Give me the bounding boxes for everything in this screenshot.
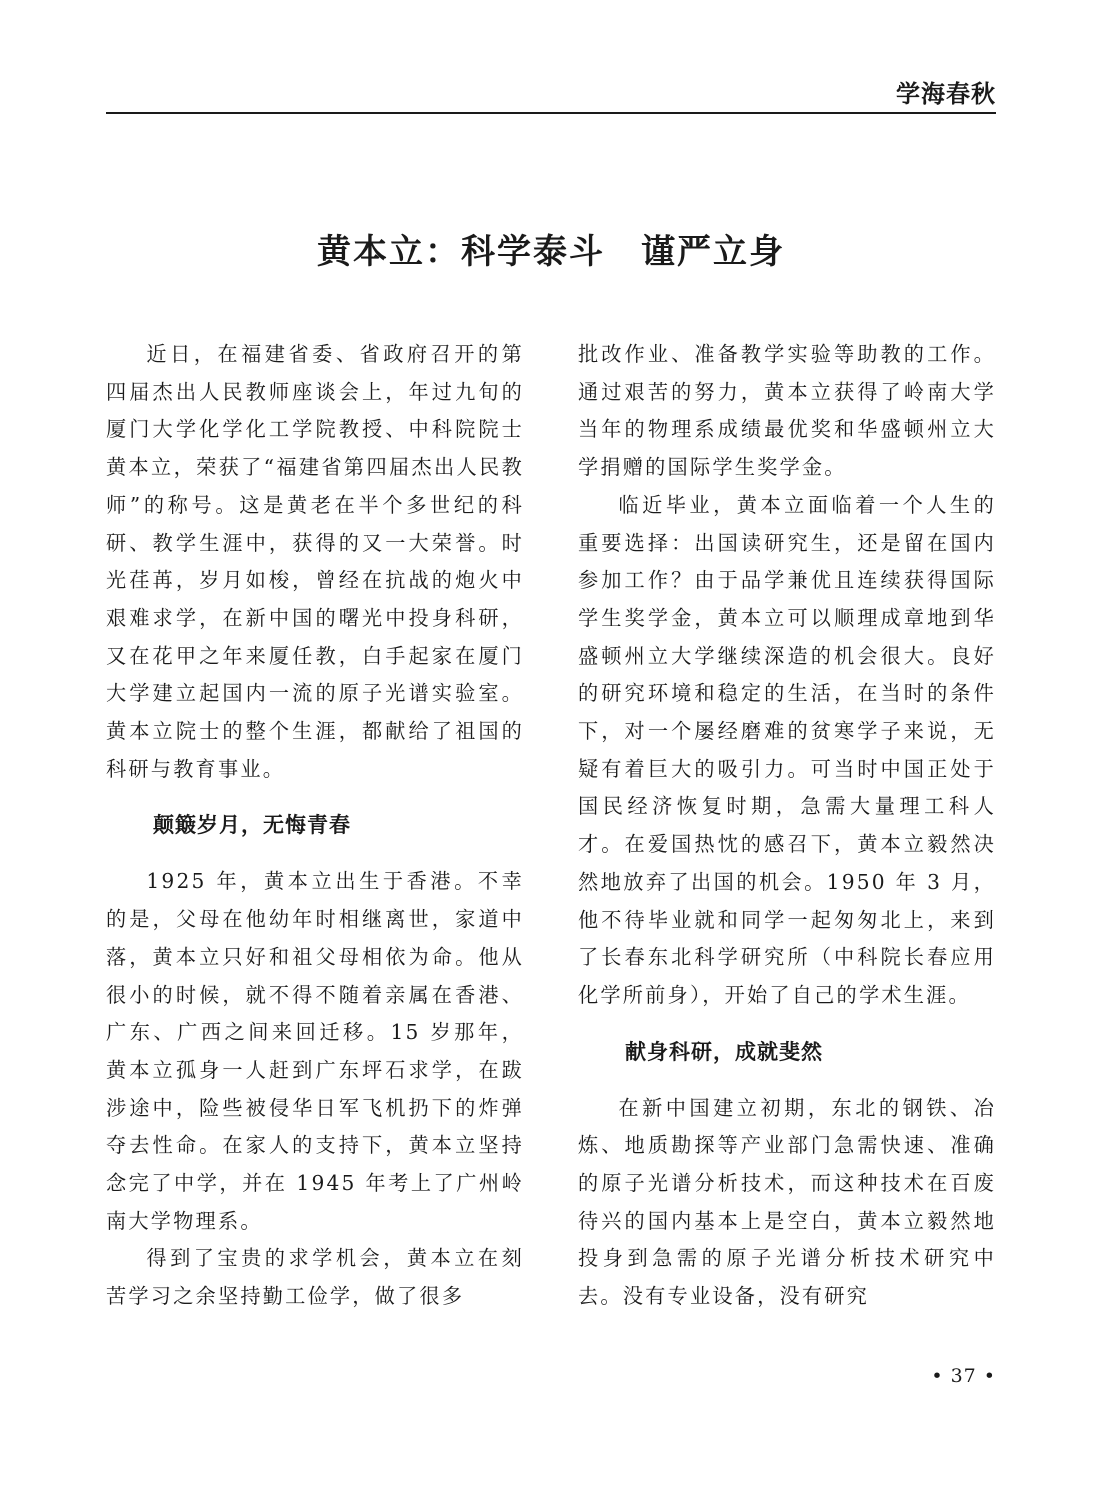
subhead-turbulent-years: 颠簸岁月，无悔青春 bbox=[153, 813, 351, 838]
body-paragraph-continued: 批改作业、准备教学实验等助教的工作。通过艰苦的努力，黄本立获得了岭南大学当年的物理系成绩最优奖和华盛顿州立大学捐赠的国际学生奖学金。 bbox=[578, 342, 996, 480]
header-rule bbox=[106, 112, 996, 114]
left-column bbox=[106, 336, 524, 1316]
body-paragraph-research: 在新中国建立初期，东北的钢铁、冶炼、地质勘探等产业部门急需快速、准确的原子光谱分析技术，而这种技术在百废待兴的国内基本上是空白，黄本立毅然地投身到急需的原子光谱分析技术研究中去。没有专业设备，没有研究 bbox=[578, 1095, 996, 1309]
subhead-research: 献身科研，成就斐然 bbox=[625, 1039, 823, 1064]
article-title: 黄本立：科学泰斗 谨严立身 bbox=[317, 232, 785, 272]
body-paragraph-birth: 1925 年，黄本立出生于香港。不幸的是，父母在他幼年时相继离世，家道中落，黄本立只好和祖父母相依为命。他从很小的时候，就不得不随着亲属在香港、广东、广西之间来回迁移。15 岁那年，黄本立孤身一人赶到广东坪石求学，在跋涉途中，险些被侵华日军飞机扔下的炸弹夺去性命。在家人的支持下，黄本立坚持念完了中学，并在 1945 年考上了广州岭南大学物理系。 bbox=[106, 869, 524, 1233]
body-paragraph-study: 得到了宝贵的求学机会，黄本立在刻苦学习之余坚持勤工俭学，做了很多 bbox=[106, 1246, 524, 1309]
page-number: • 37 • bbox=[931, 1365, 996, 1387]
section-tag: 学海春秋 bbox=[896, 80, 996, 108]
body-paragraph-graduation: 临近毕业，黄本立面临着一个人生的重要选择：出国读研究生，还是留在国内参加工作？由于品学兼优且连续获得国际学生奖学金，黄本立可以顺理成章地到华盛顿州立大学继续深造的机会很大。良好的研究环境和稳定的生活，在当时的条件下，对一个屡经磨难的贫寒学子来说，无疑有着巨大的吸引力。可当时中国正处于国民经济恢复时期，急需大量理工科人才。在爱国热忱的感召下，黄本立毅然决然地放弃了出国的机会。1950 年 3 月，他不待毕业就和同学一起匆匆北上，来到了长春东北科学研究所（中科院长春应用化学所前身），开始了自己的学术生涯。 bbox=[578, 492, 996, 1007]
right-column bbox=[578, 336, 996, 1316]
intro-paragraph: 近日，在福建省委、省政府召开的第四届杰出人民教师座谈会上，年过九旬的厦门大学化学化工学院教授、中科院院士黄本立，荣获了“福建省第四届杰出人民教师”的称号。这是黄老在半个多世纪的科研、教学生涯中，获得的又一大荣誉。时光荏苒，岁月如梭，曾经在抗战的炮火中艰难求学，在新中国的曙光中投身科研，又在花甲之年来厦任教，白手起家在厦门大学建立起国内一流的原子光谱实验室。黄本立院士的整个生涯，都献给了祖国的科研与教育事业。 bbox=[106, 342, 524, 781]
